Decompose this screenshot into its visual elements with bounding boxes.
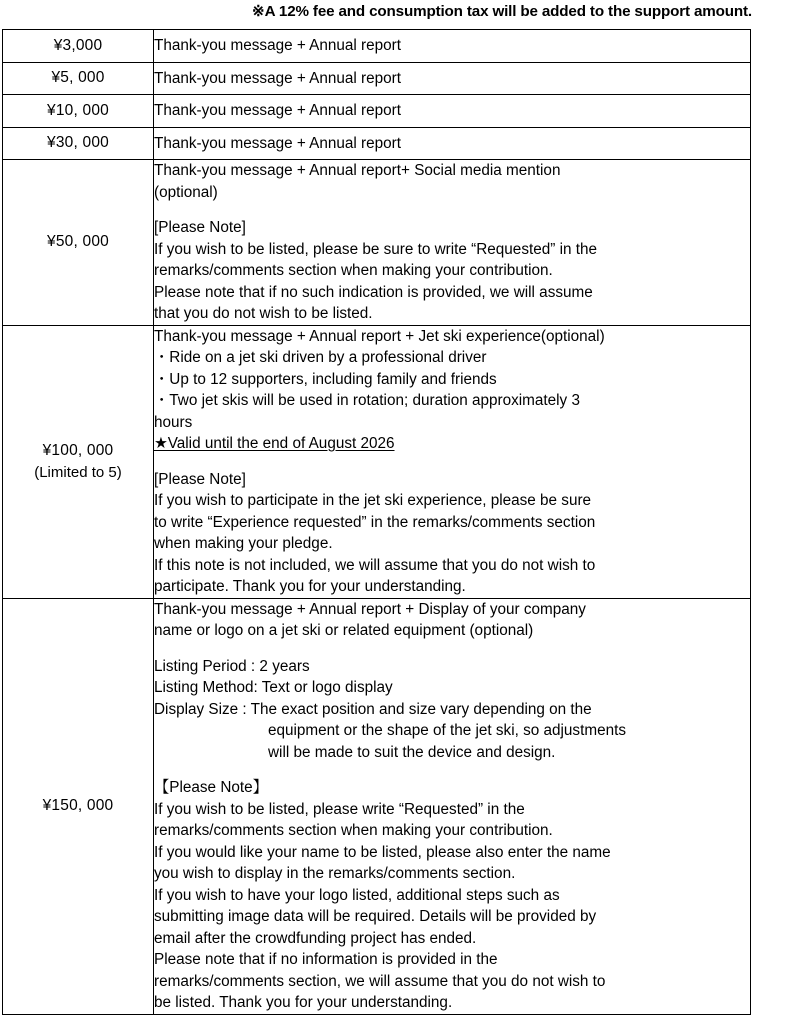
reward-text-line: If you wish to be listed, please write “Requested” in the xyxy=(154,800,525,818)
reward-text-line: Display Size : The exact position and size vary depending on the xyxy=(154,700,592,718)
reward-tier-table xyxy=(2,29,751,1015)
amount-cell xyxy=(3,95,154,128)
reward-text-line: Thank-you message + Annual report+ Social media mention xyxy=(154,162,561,179)
reward-text-line: hours xyxy=(154,413,193,431)
reward-text-line: Thank-you message + Annual report xyxy=(154,102,402,119)
reward-text-line: (optional) xyxy=(154,183,218,201)
amount-value: ¥50, 000 xyxy=(47,233,109,251)
table-row xyxy=(3,127,751,160)
amount-cell xyxy=(3,127,154,160)
reward-cell xyxy=(154,95,751,128)
reward-text-line: when making your pledge. xyxy=(154,535,333,552)
reward-text-line: be listed. Thank you for your understanding. xyxy=(154,994,453,1011)
reward-text-line: will be made to suit the device and design. xyxy=(268,743,556,761)
reward-text-line: ・Up to 12 supporters, including family and friends xyxy=(154,370,497,388)
amount-cell xyxy=(3,160,154,326)
amount-cell xyxy=(3,30,154,63)
reward-cell xyxy=(154,160,751,326)
amount-value: ¥100, 000 xyxy=(42,441,114,459)
reward-text-line: you wish to display in the remarks/comments section. xyxy=(154,865,516,882)
reward-text-line: 【Please Note】 xyxy=(154,779,268,796)
table-row xyxy=(3,30,751,63)
reward-text-line: Thank-you message + Annual report xyxy=(154,69,402,87)
amount-value: ¥150, 000 xyxy=(42,797,114,814)
fee-disclaimer-note: ※A 12% fee and consumption tax will be added to the support amount. xyxy=(252,3,752,20)
reward-text-line: If you wish to have your logo listed, additional steps such as xyxy=(154,886,560,904)
table-row xyxy=(3,598,751,1014)
reward-text-line: Listing Period : 2 years xyxy=(154,657,310,675)
amount-value: ¥3,000 xyxy=(53,36,103,54)
reward-text-line: email after the crowdfunding project has ended. xyxy=(154,929,477,947)
spacer-line xyxy=(154,455,750,469)
reward-text-line: Thank-you message + Annual report + Display of your company xyxy=(154,600,586,618)
amount-limit-note: (Limited to 5) xyxy=(34,463,122,481)
table-row xyxy=(3,160,751,326)
reward-cell xyxy=(154,127,751,160)
reward-text-line: If you wish to be listed, please be sure to write “Requested” in the xyxy=(154,240,597,258)
amount-value: ¥30, 000 xyxy=(47,134,109,152)
reward-text-line: If you would like your name to be listed, please also enter the name xyxy=(154,843,611,861)
amount-cell xyxy=(3,325,154,598)
amount-value: ¥10, 000 xyxy=(47,101,109,119)
reward-cell xyxy=(154,30,751,63)
reward-text-line: ★Valid until the end of August 2026 xyxy=(154,435,395,452)
reward-text-line: Thank-you message + Annual report xyxy=(154,37,402,54)
reward-text-line: Thank-you message + Annual report xyxy=(154,134,402,152)
reward-table-body xyxy=(3,30,751,1015)
table-row xyxy=(3,95,751,128)
reward-text-line: name or logo on a jet ski or related equipment (optional) xyxy=(154,622,534,639)
reward-cell xyxy=(154,62,751,95)
reward-text-line: remarks/comments section, we will assume that you do not wish to xyxy=(154,972,606,990)
reward-text-line: ・Ride on a jet ski driven by a professional driver xyxy=(154,349,487,366)
reward-cell xyxy=(154,325,751,598)
reward-text-line: submitting image data will be required. Details will be provided by xyxy=(154,908,597,925)
reward-text-line: Please note that if no information is provided in the xyxy=(154,951,498,968)
amount-value: ¥5, 000 xyxy=(51,69,105,87)
spacer-line xyxy=(154,203,750,217)
spacer-line xyxy=(154,642,750,656)
reward-text-line: Please note that if no such indication is provided, we will assume xyxy=(154,283,593,301)
amount-cell xyxy=(3,62,154,95)
reward-text-line: equipment or the shape of the jet ski, so adjustments xyxy=(268,722,626,739)
table-row xyxy=(3,62,751,95)
reward-cell xyxy=(154,598,751,1014)
reward-text-line: If this note is not included, we will assume that you do not wish to xyxy=(154,556,596,574)
amount-cell xyxy=(3,598,154,1014)
reward-text-line: remarks/comments section when making your contribution. xyxy=(154,262,553,279)
reward-text-line: Listing Method: Text or logo display xyxy=(154,679,393,696)
reward-text-line: Thank-you message + Annual report + Jet ski experience(optional) xyxy=(154,327,605,345)
reward-text-line: remarks/comments section when making your contribution. xyxy=(154,822,553,839)
reward-text-line: [Please Note] xyxy=(154,470,246,488)
reward-text-line: [Please Note] xyxy=(154,219,246,236)
reward-text-line: to write “Experience requested” in the remarks/comments section xyxy=(154,513,596,531)
reward-text-line: If you wish to participate in the jet ski experience, please be sure xyxy=(154,492,592,509)
reward-text-line: that you do not wish to be listed. xyxy=(154,305,373,322)
table-row xyxy=(3,325,751,598)
reward-text-line: ・Two jet skis will be used in rotation; duration approximately 3 xyxy=(154,392,580,409)
spacer-line xyxy=(154,763,750,777)
reward-text-line: participate. Thank you for your understanding. xyxy=(154,578,466,595)
